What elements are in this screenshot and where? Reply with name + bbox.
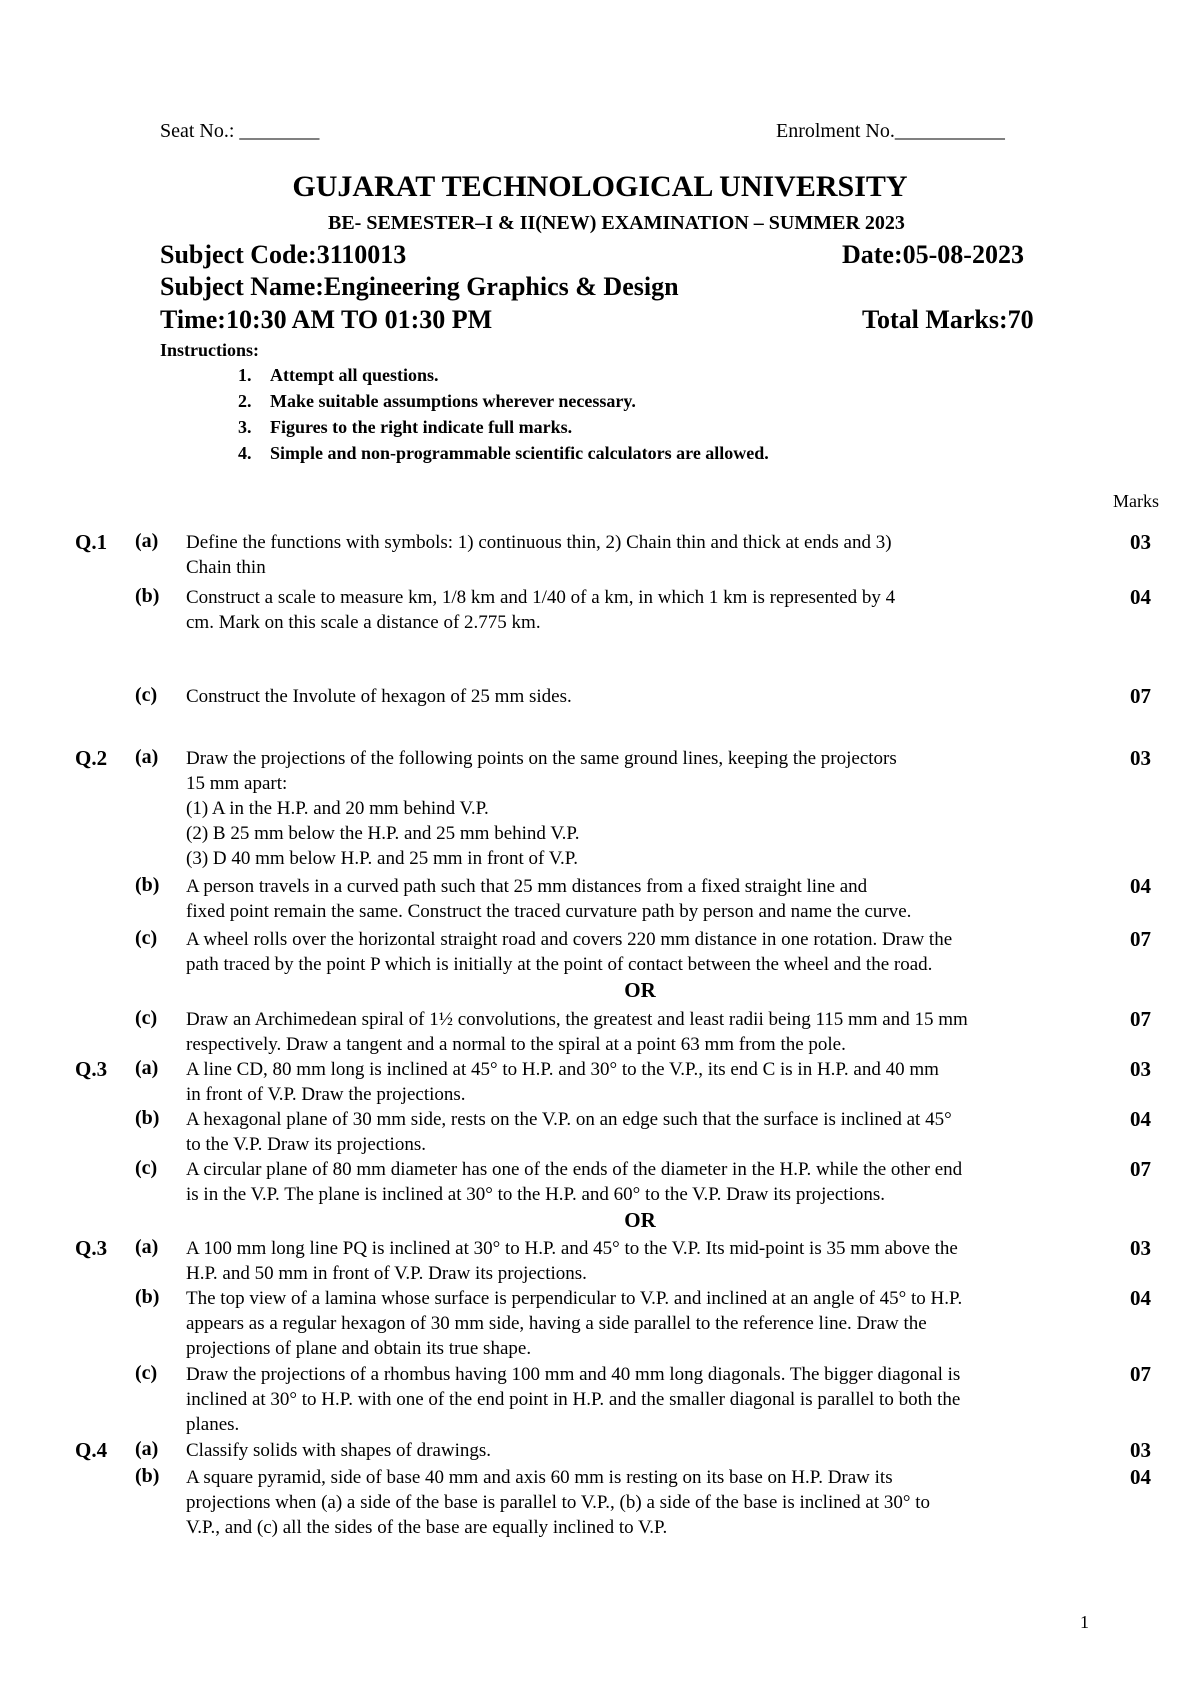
question-line: Draw the projections of a rhombus having 100 mm and 40 mm long diagonals. The bigger diagonal is: [186, 1364, 961, 1385]
question-part: (b): [135, 585, 160, 607]
question-marks: 04: [1130, 1107, 1151, 1131]
question-part: (a): [135, 1057, 159, 1079]
question-part: (b): [135, 1465, 160, 1487]
question-text: [186, 746, 1101, 871]
question-marks: 03: [1130, 746, 1151, 770]
question-part: (a): [135, 746, 159, 768]
question-part: (a): [135, 530, 159, 552]
question-line: H.P. and 50 mm in front of V.P. Draw its projections.: [186, 1263, 587, 1284]
question-part: (a): [135, 1236, 159, 1258]
question-line: respectively. Draw a tangent and a normal to the spiral at a point 63 mm from the pole.: [186, 1034, 846, 1055]
question-marks: 04: [1130, 1465, 1151, 1489]
subject-name: Subject Name:Engineering Graphics & Design: [160, 272, 679, 301]
question-part: (c): [135, 927, 158, 949]
question-number: Q.2: [75, 746, 108, 770]
question-line: cm. Mark on this scale a distance of 2.775 km.: [186, 612, 541, 633]
question-marks: 07: [1130, 927, 1151, 951]
question-line: A hexagonal plane of 30 mm side, rests on the V.P. on an edge such that the surface is inclined at 45°: [186, 1109, 952, 1130]
page-number: 1: [1080, 1612, 1089, 1632]
question-text: [186, 874, 1101, 924]
question-part: (a): [135, 1438, 159, 1460]
question-line: Construct the Involute of hexagon of 25 mm sides.: [186, 686, 572, 707]
question-number: Q.4: [75, 1438, 108, 1462]
question-part: (b): [135, 1107, 160, 1129]
question-text: [186, 585, 1101, 635]
question-line: projections when (a) a side of the base is parallel to V.P., (b) a side of the base is inclined at 30° to: [186, 1492, 931, 1513]
question-number: Q.3: [75, 1057, 108, 1081]
instruction-item: Simple and non-programmable scientific calculators are allowed.: [270, 443, 769, 463]
instruction-number: 2.: [238, 391, 252, 411]
instruction-number: 1.: [238, 365, 252, 385]
question-line: planes.: [186, 1414, 240, 1435]
question-line: Chain thin: [186, 557, 266, 578]
question-marks: 07: [1130, 1007, 1151, 1031]
question-line: (2) B 25 mm below the H.P. and 25 mm behind V.P.: [186, 823, 580, 844]
seat-number-label: Seat No.: ________: [160, 120, 320, 142]
enrolment-number-label: Enrolment No.___________: [776, 120, 1005, 142]
question-line: Draw the projections of the following points on the same ground lines, keeping the projectors: [186, 748, 897, 769]
university-title: GUJARAT TECHNOLOGICAL UNIVERSITY: [292, 170, 908, 203]
question-part: (c): [135, 1157, 158, 1179]
question-text: [186, 927, 1101, 977]
question-line: A circular plane of 80 mm diameter has one of the ends of the diameter in the H.P. while the other end: [186, 1159, 963, 1180]
question-text: [186, 1286, 1101, 1361]
instruction-number: 4.: [238, 443, 252, 463]
question-line: V.P., and (c) all the sides of the base are equally inclined to V.P.: [186, 1517, 668, 1538]
question-marks: 04: [1130, 874, 1151, 898]
question-line: Classify solids with shapes of drawings.: [186, 1440, 492, 1461]
question-line: is in the V.P. The plane is inclined at 30° to the H.P. and 60° to the V.P. Draw its projections.: [186, 1184, 885, 1205]
question-line: A wheel rolls over the horizontal straight road and covers 220 mm distance in one rotation. Draw the: [186, 929, 953, 950]
marks-column-header: Marks: [1113, 491, 1159, 511]
question-line: (1) A in the H.P. and 20 mm behind V.P.: [186, 798, 489, 819]
question-part: (c): [135, 1007, 158, 1029]
question-text: [186, 1107, 1101, 1157]
or-separator: OR: [624, 978, 656, 1002]
question-line: Define the functions with symbols: 1) continuous thin, 2) Chain thin and thick at ends and 3): [186, 532, 892, 553]
question-number: Q.1: [75, 530, 108, 554]
question-part: (c): [135, 1362, 158, 1384]
question-line: projections of plane and obtain its true shape.: [186, 1338, 532, 1359]
exam-date: Date:05-08-2023: [842, 240, 1024, 269]
subject-code: Subject Code:3110013: [160, 240, 407, 269]
question-text: [186, 1236, 1101, 1286]
question-number: Q.3: [75, 1236, 108, 1260]
question-line: A square pyramid, side of base 40 mm and axis 60 mm is resting on its base on H.P. Draw its: [186, 1467, 893, 1488]
total-marks: Total Marks:70: [862, 305, 1034, 334]
exam-title: BE- SEMESTER–I & II(NEW) EXAMINATION – SUMMER 2023: [328, 212, 905, 234]
question-marks: 03: [1130, 1057, 1151, 1081]
question-line: A line CD, 80 mm long is inclined at 45° to H.P. and 30° to the V.P., its end C is in H.P. and 40 mm: [186, 1059, 939, 1080]
question-marks: 04: [1130, 1286, 1151, 1310]
question-line: fixed point remain the same. Construct the traced curvature path by person and name the curve.: [186, 901, 912, 922]
question-marks: 04: [1130, 585, 1151, 609]
question-marks: 03: [1130, 1438, 1151, 1462]
question-line: A 100 mm long line PQ is inclined at 30° to H.P. and 45° to the V.P. Its mid-point is 35 mm above the: [186, 1238, 958, 1259]
instruction-item: Make suitable assumptions wherever necessary.: [270, 391, 636, 411]
question-line: 15 mm apart:: [186, 773, 288, 794]
question-text: [186, 1157, 1101, 1207]
question-line: The top view of a lamina whose surface is perpendicular to V.P. and inclined at an angle of 45° to H.P.: [186, 1288, 963, 1309]
question-line: inclined at 30° to H.P. with one of the end point in H.P. and the smaller diagonal is parallel to both the: [186, 1389, 961, 1410]
question-marks: 07: [1130, 1157, 1151, 1181]
instruction-number: 3.: [238, 417, 252, 437]
question-marks: 07: [1130, 684, 1151, 708]
exam-time: Time:10:30 AM TO 01:30 PM: [160, 305, 493, 334]
question-line: (3) D 40 mm below H.P. and 25 mm in front of V.P.: [186, 848, 578, 869]
question-marks: 03: [1130, 1236, 1151, 1260]
question-line: appears as a regular hexagon of 30 mm side, having a side parallel to the reference line. Draw the: [186, 1313, 927, 1334]
question-marks: 07: [1130, 1362, 1151, 1386]
question-part: (b): [135, 874, 160, 896]
instruction-item: Attempt all questions.: [270, 365, 439, 385]
question-line: Construct a scale to measure km, 1/8 km and 1/40 of a km, in which 1 km is represented by 4: [186, 587, 896, 608]
question-line: Draw an Archimedean spiral of 1½ convolutions, the greatest and least radii being 115 mm and 15 mm: [186, 1009, 968, 1030]
question-line: path traced by the point P which is initially at the point of contact between the wheel and the road.: [186, 954, 933, 975]
question-line: in front of V.P. Draw the projections.: [186, 1084, 466, 1105]
question-text: [186, 1438, 1101, 1463]
or-separator: OR: [624, 1208, 656, 1232]
question-line: to the V.P. Draw its projections.: [186, 1134, 426, 1155]
instructions-title: Instructions:: [160, 340, 260, 360]
question-text: [186, 1465, 1101, 1540]
question-text: [186, 1362, 1101, 1437]
question-text: [186, 1007, 1101, 1057]
question-text: [186, 1057, 1101, 1107]
question-text: [186, 684, 1101, 709]
question-marks: 03: [1130, 530, 1151, 554]
question-text: [186, 530, 1101, 580]
question-part: (c): [135, 684, 158, 706]
instruction-item: Figures to the right indicate full marks.: [270, 417, 573, 437]
question-part: (b): [135, 1286, 160, 1308]
question-line: A person travels in a curved path such that 25 mm distances from a fixed straight line and: [186, 876, 868, 897]
